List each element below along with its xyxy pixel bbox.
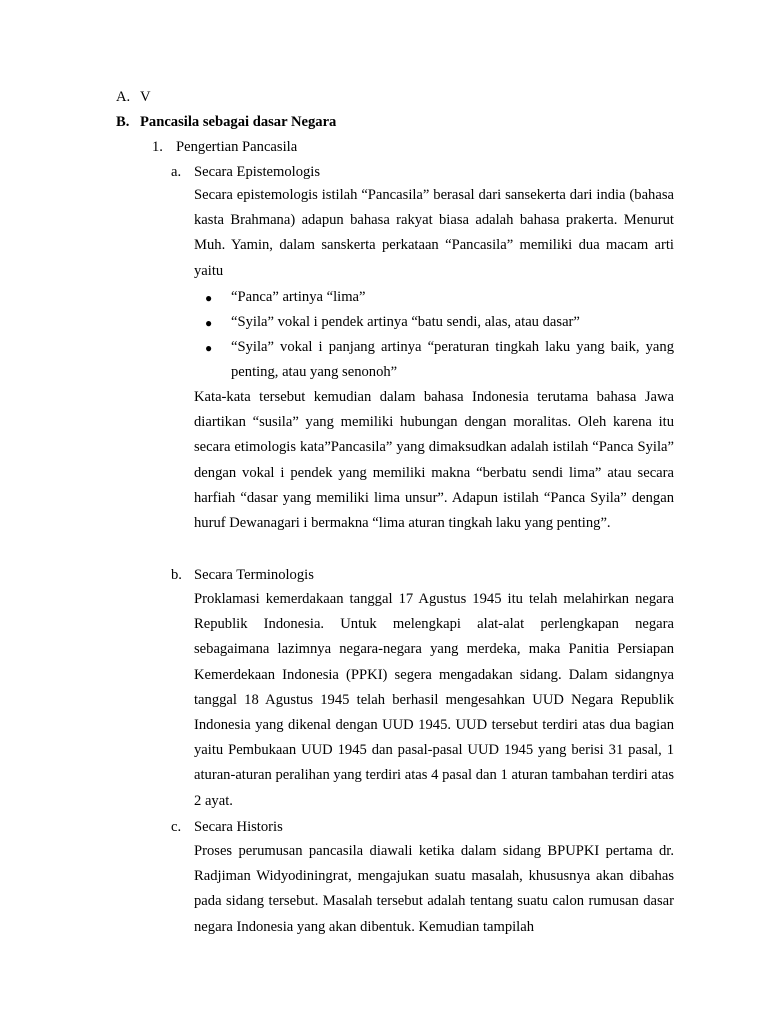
heading-b-text: Pancasila sebagai dasar Negara (140, 114, 337, 130)
sub-a-title: Secara Epistemologis (194, 164, 321, 180)
bullet-item-3: “Syila” vokal i panjang artinya “peraturan tingkah laku yang baik, yang penting, atau yang senonoh” (231, 339, 674, 381)
sub-c-marker: c. (171, 819, 182, 835)
bullet-dot-icon: ● (205, 316, 213, 330)
sub-c-title: Secara Historis (194, 819, 283, 835)
item-1-text: Pengertian Pancasila (176, 139, 298, 155)
heading-a-text: V (140, 89, 151, 105)
sub-a-intro-paragraph: Secara epistemologis istilah “Pancasila” berasal dari sansekerta dari india (bahasa kasta Brahmana) adapun bahasa rakyat biasa adalah bahasa prakerta. Menurut Muh. Yamin, dalam sanskerta perkataan “Pancasila” memiliki dua macam arti yaitu (194, 187, 674, 279)
heading-a-marker: A. (116, 89, 131, 105)
heading-b-marker: B. (116, 114, 130, 130)
sub-c-body-paragraph: Proses perumusan pancasila diawali ketika dalam sidang BPUPKI pertama dr. Radjiman Widyodiningrat, mengajukan suatu masalah, khususnya akan dibahas pada sidang tersebut. Masalah tersebut adalah tentang suatu calon rumusan dasar negara Indonesia yang akan dibentuk. Kemudian tampilah (194, 843, 674, 935)
bullet-dot-icon: ● (205, 341, 213, 355)
sub-b-body-paragraph: Proklamasi kemerdakaan tanggal 17 Agustus 1945 itu telah melahirkan negara Republik Indonesia. Untuk melengkapi alat-alat perlengkapan negara sebagaimana lazimnya negara-negara yang merdeka, maka Panitia Persiapan Kemerdekaan Indonesia (PPKI) segera mengadakan sidang. Dalam sidangnya tanggal 18 Agustus 1945 telah berhasil mengesahkan UUD Negara Republik Indonesia yang dikenal dengan UUD 1945. UUD tersebut terdiri atas dua bagian yaitu Pembukaan UUD 1945 dan pasal-pasal UUD 1945 yang berisi 31 pasal, 1 aturan-aturan peralihan yang terdiri atas 4 pasal dan 1 aturan tambahan terdiri atas 2 ayat. (194, 591, 674, 809)
sub-a-conclusion-paragraph: Kata-kata tersebut kemudian dalam bahasa Indonesia terutama bahasa Jawa diartikan “susila” yang memiliki hubungan dengan moralitas. Oleh karena itu secara etimologis kata”Pancasila” yang dimaksudkan adalah istilah “Panca Syila” dengan vokal i pendek yang memiliki makna “berbatu sendi lima” atau secara harfiah “dasar yang memiliki lima unsur”. Adapun istilah “Panca Syila” dengan huruf Dewanagari i bermakna “lima aturan tingkah laku yang penting”. (194, 389, 674, 532)
sub-b-title: Secara Terminologis (194, 567, 314, 583)
bullet-item-2: “Syila” vokal i pendek artinya “batu sendi, alas, atau dasar” (231, 314, 580, 330)
bullet-dot-icon: ● (205, 291, 213, 305)
item-1-marker: 1. (152, 139, 163, 155)
sub-b-marker: b. (171, 567, 182, 583)
bullet-item-1: “Panca” artinya “lima” (231, 289, 366, 305)
sub-a-marker: a. (171, 164, 182, 180)
